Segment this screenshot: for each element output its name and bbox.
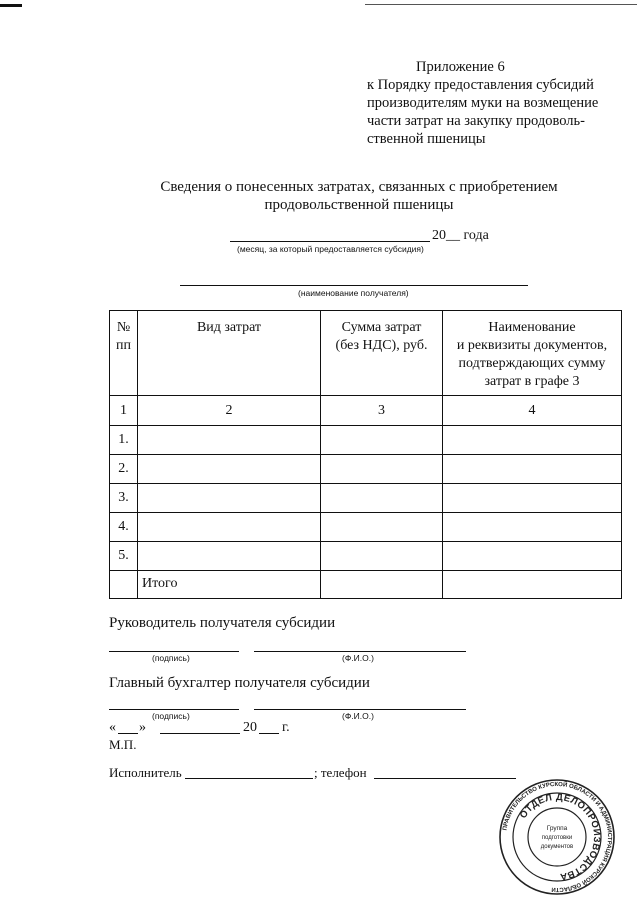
expense-docs-cell[interactable]: [443, 542, 622, 571]
expense-docs-cell[interactable]: [443, 455, 622, 484]
seal-place: М.П.: [109, 737, 137, 752]
header-num: [110, 311, 138, 396]
total-num-cell: [110, 571, 138, 599]
table-row: [110, 542, 622, 571]
expense-type-cell[interactable]: [138, 455, 321, 484]
total-sum-cell[interactable]: [321, 571, 443, 599]
header-num-line: пп: [116, 338, 131, 353]
head-title: Руководитель получателя субсидии: [109, 615, 336, 631]
table-row: [110, 484, 622, 513]
header-sum: [321, 311, 443, 396]
header-docs-line: Наименование: [488, 320, 576, 335]
date-day-blank[interactable]: [118, 733, 138, 734]
expense-type-cell[interactable]: [138, 542, 321, 571]
appendix-line: ственной пшеницы: [367, 131, 486, 147]
accountant-name-caption: (Ф.И.О.): [342, 711, 374, 721]
expense-docs-cell[interactable]: [443, 513, 622, 542]
header-num-line: №: [116, 320, 131, 335]
row-number: 3.: [110, 484, 138, 513]
expense-sum-cell[interactable]: [321, 513, 443, 542]
header-type: Вид затрат: [138, 311, 321, 396]
header-docs-line: затрат в графе 3: [484, 374, 580, 389]
expense-type-cell[interactable]: [138, 484, 321, 513]
accountant-signature-line[interactable]: [109, 709, 239, 710]
period-caption: (месяц, за который предоставляется субсидия): [237, 244, 424, 254]
appendix-number: Приложение 6: [416, 59, 505, 75]
table-header-row: [110, 311, 622, 396]
expense-sum-cell[interactable]: [321, 484, 443, 513]
row-number: 5.: [110, 542, 138, 571]
appendix-line: части затрат на закупку продоволь-: [367, 113, 585, 129]
row-number: 1.: [110, 426, 138, 455]
accountant-title: Главный бухгалтер получателя субсидии: [109, 675, 370, 691]
header-sum-line: Сумма затрат: [341, 320, 422, 335]
total-label: Итого: [138, 571, 321, 599]
expense-sum-cell[interactable]: [321, 455, 443, 484]
table-row: [110, 513, 622, 542]
head-signature-line[interactable]: [109, 651, 239, 652]
col-number: 1: [110, 396, 138, 426]
expense-type-cell[interactable]: [138, 513, 321, 542]
phone-label: ; телефон: [314, 765, 367, 780]
col-number: 2: [138, 396, 321, 426]
appendix-header: [367, 58, 627, 148]
stamp-graphic: [493, 778, 621, 896]
expenses-table: [109, 310, 622, 599]
office-stamp: [493, 778, 621, 896]
stamp-center-line: документов: [540, 844, 574, 850]
date-quote-open: «: [109, 720, 116, 735]
col-number: 3: [321, 396, 443, 426]
row-number: 4.: [110, 513, 138, 542]
accountant-sign-caption: (подпись): [152, 711, 190, 721]
date-quote-close: »: [139, 720, 146, 735]
date-year-prefix: 20: [243, 720, 257, 735]
total-docs-cell[interactable]: [443, 571, 622, 599]
header-sum-line: (без НДС), руб.: [335, 338, 428, 353]
col-number: 4: [443, 396, 622, 426]
appendix-line: производителям муки на возмещение: [367, 95, 599, 111]
header-docs-line: подтверждающих сумму: [458, 356, 606, 371]
document-title: [100, 178, 618, 214]
expense-type-cell[interactable]: [138, 426, 321, 455]
expense-sum-cell[interactable]: [321, 542, 443, 571]
period-blank[interactable]: [230, 241, 430, 242]
stamp-center-line: подготовки: [541, 835, 573, 841]
title-line-1: Сведения о понесенных затратах, связанных с приобретением: [160, 179, 558, 195]
corner-mark: [0, 4, 22, 7]
column-number-row: [110, 396, 622, 426]
header-docs: [443, 311, 622, 396]
expense-docs-cell[interactable]: [443, 426, 622, 455]
executor-blank[interactable]: [185, 778, 313, 779]
header-docs-line: и реквизиты документов,: [456, 338, 608, 353]
expense-sum-cell[interactable]: [321, 426, 443, 455]
date-month-blank[interactable]: [160, 733, 240, 734]
expense-docs-cell[interactable]: [443, 484, 622, 513]
head-name-caption: (Ф.И.О.): [342, 653, 374, 663]
stamp-center-line: Группа: [546, 825, 568, 832]
stamp-outer-text: ПРАВИТЕЛЬСТВО КУРСКОЙ ОБЛАСТИ И АДМИНИСТРАЦИЯ КУРСКОЙ ОБЛАСТИ: [502, 781, 613, 893]
period-year: 20__ года: [432, 228, 489, 243]
table-row: [110, 455, 622, 484]
appendix-line: к Порядку предоставления субсидий: [367, 77, 594, 93]
row-number: 2.: [110, 455, 138, 484]
top-rule: [365, 4, 637, 5]
recipient-blank[interactable]: [180, 285, 528, 286]
head-name-line[interactable]: [254, 651, 466, 652]
stamp-ring-text: ОТДЕЛ ДЕЛОПРОИЗВОДСТВА: [517, 791, 603, 883]
date-suffix: г.: [282, 720, 290, 735]
recipient-caption: (наименование получателя): [298, 288, 409, 298]
total-row: [110, 571, 622, 599]
date-year-blank[interactable]: [259, 733, 279, 734]
head-sign-caption: (подпись): [152, 653, 190, 663]
executor-label: Исполнитель: [109, 765, 182, 780]
accountant-name-line[interactable]: [254, 709, 466, 710]
title-line-2: продовольственной пшеницы: [264, 197, 454, 213]
table-row: [110, 426, 622, 455]
